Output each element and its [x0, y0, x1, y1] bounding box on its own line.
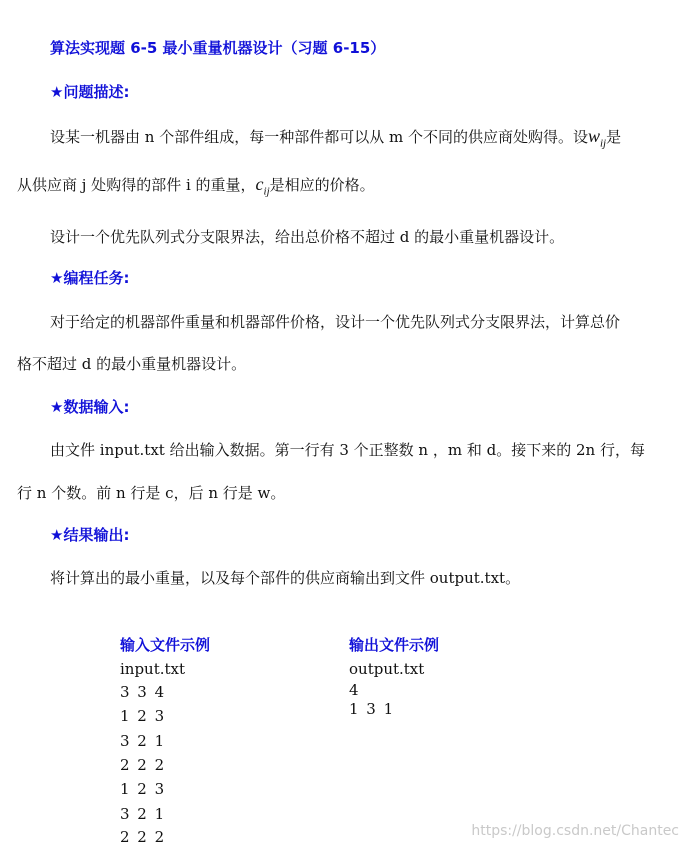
input-sample-line-2: 1 2 3 [120, 707, 165, 725]
task-heading: ★编程任务: [50, 269, 130, 287]
problem-line-2-text: 从供应商 j 处购得的部件 i 的重量， [17, 176, 256, 194]
output-sample-line-2: 1 3 1 [349, 700, 394, 718]
output-heading: ★结果输出: [50, 526, 130, 544]
input-sample-line-5: 1 2 3 [120, 780, 165, 798]
watermark: https://blog.csdn.net/Chantec [471, 823, 679, 839]
input-sample-filename: input.txt [120, 660, 186, 678]
page-title: 算法实现题 6-5 最小重量机器设计（习题 6-15） [50, 39, 386, 57]
w-symbol [587, 126, 607, 150]
problem-line-2-end: 是相应的价格。 [269, 176, 375, 194]
output-sample-line-1: 4 [349, 681, 359, 699]
input-sample-heading: 输入文件示例 [120, 636, 211, 654]
problem-line-1-text: 设某一机器由 n 个部件组成，每一种部件都可以从 m 个不同的供应商处购得。设 [50, 128, 588, 146]
w-letter: w [587, 126, 600, 146]
problem-line-3: 设计一个优先队列式分支限界法，给出总价格不超过 d 的最小重量机器设计。 [50, 228, 565, 246]
input-heading: ★数据输入: [50, 398, 130, 416]
w-subscript: ij [599, 137, 607, 150]
problem-heading: ★问题描述: [50, 83, 130, 101]
input-line-2: 行 n 个数。前 n 行是 c，后 n 行是 w。 [17, 484, 286, 502]
input-sample-line-3: 3 2 1 [120, 732, 165, 750]
task-line-1: 对于给定的机器部件重量和机器部件价格，设计一个优先队列式分支限界法，计算总价 [50, 313, 621, 331]
task-line-2: 格不超过 d 的最小重量机器设计。 [17, 355, 247, 373]
input-sample-line-4: 2 2 2 [120, 756, 165, 774]
input-sample-line-1: 3 3 4 [120, 683, 165, 701]
problem-line-1 [50, 126, 621, 150]
c-symbol [255, 174, 270, 198]
input-sample-line-6: 3 2 1 [120, 805, 165, 823]
c-letter: c [255, 174, 264, 194]
input-sample-line-7: 2 2 2 [120, 828, 165, 846]
problem-line-1-end: 是 [606, 128, 622, 146]
output-line-1: 将计算出的最小重量，以及每个部件的供应商输出到文件 output.txt。 [50, 569, 521, 587]
c-subscript: ij [263, 185, 270, 198]
problem-line-2 [17, 174, 375, 198]
input-line-1: 由文件 input.txt 给出输入数据。第一行有 3 个正整数 n ，m 和 d。接下来的 2n 行，每 [50, 441, 645, 459]
output-sample-heading: 输出文件示例 [349, 636, 440, 654]
output-sample-filename: output.txt [349, 660, 425, 678]
